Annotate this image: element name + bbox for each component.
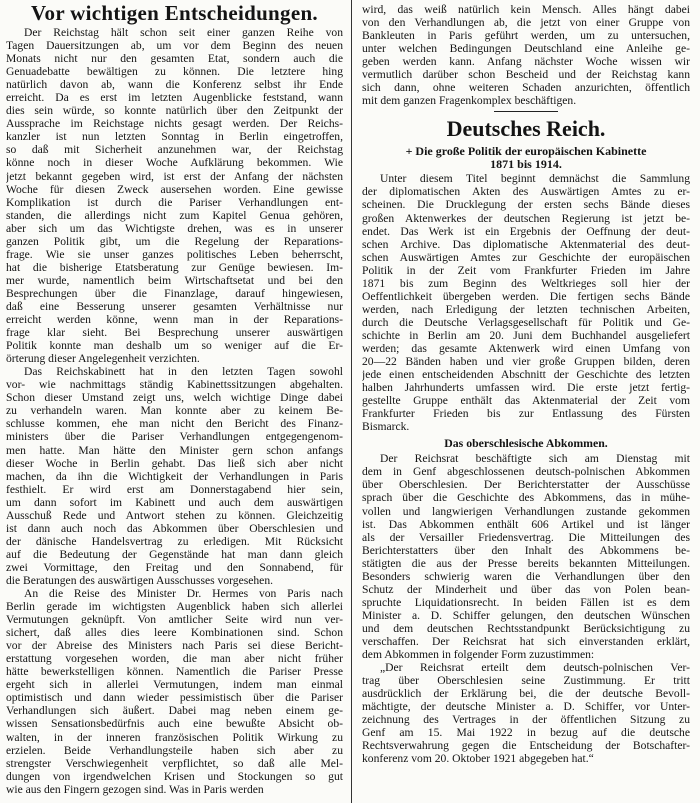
text-line: wie aus den Fingern gezogen sind. Was in Paris werden [6, 782, 264, 796]
text-line: Der Reichstag hält schon seit einer ganzen Reihe von [24, 26, 343, 39]
text-line: Der Reichsrat beschäftigte sich am Dienstag mit [380, 452, 690, 466]
text-line: zwei Vormittage, den Freitag und den Sonnabend, für [6, 560, 343, 574]
text-line: machen, da ihn die Wichtigkeit der Verhandlungen in Paris [6, 469, 343, 483]
paragraph [362, 661, 690, 765]
right-column [362, 0, 690, 765]
text-line: erreicht werden könne, wenn man in der Reparations- [6, 313, 343, 327]
text-line: durch die Deutsche Verlagsgesellschaft für Politik und Ge- [362, 315, 690, 329]
text-line: Politik in der Zeit vom Frankfurter Frieden im Jahre [362, 263, 690, 277]
text-line: sich dann, ohne weiteren Schaden anzurichten, öffentlich [362, 81, 690, 95]
text-line: frage. Wie sie unser ganzes politisches Leben beherrscht, [6, 247, 343, 261]
text-line: Bismarck. [362, 420, 410, 434]
article-body [6, 26, 343, 796]
article-title: + Die große Politik der europäischen Kabinette [405, 144, 647, 159]
paragraph [362, 452, 690, 661]
text-line: sprach über die Geschichte des Abkommens, das in mühe- [362, 491, 690, 505]
text-line: stätigten die aus der Presse bereits bekannten Mitteilungen. [362, 556, 690, 570]
text-line: der diplomatischen Akten des Auswärtigen Amtes zu er- [362, 185, 690, 199]
text-line: die Beratungen des auswärtigen Ausschusses vorgesehen. [6, 573, 274, 587]
text-line: Komplikation ist durch die Pariser Verhandlungen ent- [6, 195, 343, 209]
text-line: walten, in der inneren französischen Politik Wirkung zu [6, 730, 343, 744]
text-line: erzielen. Beide Verhandlungsteile haben sich aber zu [6, 743, 343, 757]
text-line: von den Verhandlungen ab, die jetzt von einer Gruppe von [362, 16, 690, 30]
text-line: Schon dieser Umstand zeigt uns, welch wichtige Dinge dabei [6, 391, 343, 405]
text-line: vermutlich darüber schon Bescheid und der Reichstag kann [362, 68, 690, 82]
article-title: Vor wichtigen Entscheidungen. [30, 1, 318, 25]
text-line: dungen von irgendwelchen Krisen und Stockungen so gut [6, 769, 343, 783]
text-line: um dann sofort im Kabinett und auch dem auswärtigen [6, 495, 343, 509]
text-line: dies sein würde, so konnte natürlich über den Zeitpunkt der [6, 104, 343, 118]
text-line: Minister a. D. Schiffer gelungen, den deutschen Wünschen [362, 608, 690, 622]
text-line: mächtigte, der deutsche Minister a. D. Schiffer, vor Unter- [362, 700, 690, 714]
article-body [362, 452, 690, 765]
text-line: An die Reise des Minister Dr. Hermes von Paris nach [24, 587, 343, 601]
text-line: so daß mit Sicherheit anzunehmen war, der Reichstag [6, 143, 343, 157]
paragraph [362, 3, 690, 107]
text-line: vor- wie nachmittags ständig Kabinettssitzungen abgehalten. [6, 378, 343, 392]
text-line: zeichnung des Vertrages in der öffentlichen Sitzung zu [362, 713, 690, 727]
text-line: ausdrücklich der Erklärung bei, die der deutsche Bevoll- [362, 687, 690, 701]
text-line: scheinen. Die Drucklegung der ersten sechs Bände dieses [362, 198, 690, 212]
text-line: werden; das gesamte Aktenwerk wird einen Umfang von [362, 341, 690, 355]
text-line: ergeht sich in allerlei Vermutungen, indem man einmal [6, 678, 343, 692]
text-line: erstattung vorgesehen worden, die man aber nicht früher [6, 652, 343, 666]
left-column [6, 0, 343, 796]
text-line: 20—22 Bänden haben und vier große Gruppen bilden, deren [362, 355, 690, 369]
article-continuation [362, 3, 690, 107]
text-line: hätte bewerkstelligen können. Namentlich die Pariser Presse [6, 665, 343, 679]
text-line: vollen und langwierigen Verhandlungen zustande gekommen [362, 504, 690, 518]
text-line: Genf am 15. Mai 1922 in bezug auf die deutsche [362, 726, 690, 740]
text-line: optimistisch und dann wieder pessimistisch über die Pariser [6, 691, 343, 705]
article-title: Das oberschlesische Abkommen. [444, 436, 608, 451]
text-line: Tagen Dauersitzungen ab, um vor dem Beginn des neuen [6, 39, 343, 53]
text-line: Besprechungen über die Finanzlage, darauf hingewiesen, [6, 286, 343, 300]
text-line: endet. Das Werk ist ein Ergebnis der Oeffnung der deut- [362, 224, 690, 238]
text-line: mer wurde, namentlich beim Wirtschaftsetat und bei den [6, 273, 343, 287]
text-line: Ausschuß Rede und Antwort stehen zu können. Gleichzeitig [6, 508, 343, 522]
article-title-years: 1871 bis 1914. [490, 157, 562, 172]
text-line: festhielt. Er wird erst am Donnerstagabend hier sein, [6, 482, 343, 496]
text-line: schen Auswärtigen Amtes zur Geschichte der europäischen [362, 250, 690, 264]
text-line: 1871 bis zum Beginn des Weltkrieges soll hier der [362, 276, 690, 290]
text-line: örterung dieser Angelegenheit verzichten. [6, 352, 200, 366]
text-line: Schutz der Minderheit und über das von Polen bean- [362, 582, 690, 596]
text-line: über Oberschlesien. Der Berichterstatter der Ausschüsse [362, 478, 690, 492]
text-line: ministers über die Pariser Verhandlungen entgegengenom- [6, 430, 343, 444]
paragraph [362, 172, 690, 433]
text-line: könne noch in dieser Woche Aufklärung bekommen. Wie [6, 156, 343, 170]
text-line: Monats nicht nur den gesamten Etat, sondern auch die [6, 52, 343, 66]
text-line: „Der Reichsrat erteilt dem deutsch-polnischen Ver- [380, 661, 690, 675]
text-line: dem in Genf abgeschlossenen deutsch-polnischen Abkommen [362, 465, 690, 479]
text-line: hat die bisherige Etatsberatung zur Genüge bewiesen. Im- [6, 260, 343, 274]
text-line: Das Reichskabinett hat in den letzten Tagen sowohl [24, 365, 343, 379]
text-line: Woche für diesen Zweck ausersehen worden. Eine gewisse [6, 182, 343, 196]
text-line: vor der Abreise des Ministers nach Paris sei diese Bericht- [6, 639, 343, 653]
text-line: verschaffen. Der Reichsrat hat sich einverstanden erklärt, [362, 634, 690, 648]
text-line: Besonders schwierig waren die Verhandlungen über den [362, 569, 690, 583]
text-line: Vermutungen geknüpft. Von amtlicher Seite wird nun ver- [6, 613, 343, 627]
text-line: schichte in Berlin am 20. Juni dem Buchhandel ausgeliefert [362, 328, 690, 342]
text-line: Berlin gerade im wichtigsten Augenblick haben sich allerlei [6, 600, 343, 614]
text-line: Oeffentlichkeit übergeben werden. Die fertigen sechs Bände [362, 289, 690, 303]
text-line: aber sich um das Wichtigste drehen, was es in unserer [6, 221, 343, 235]
text-line: als der Versailler Friedensvertrag. Die Mitteilungen des [362, 530, 690, 544]
text-line: natürlich davon ab, wann die Konferenz selbst ihr Ende [6, 78, 343, 92]
text-line: sichert, daß alles dies leere Kombinationen sind. Schon [6, 626, 343, 640]
text-line: gestellte Gruppe enthält das Aktenmaterial der Zeit vom [362, 394, 690, 408]
text-line: unter welchen Bedingungen Deutschland eine Anleihe ge- [362, 42, 690, 56]
paragraph [6, 365, 343, 587]
text-line: Frankfurter Frieden bis zur Entlassung des Fürsten [362, 407, 690, 421]
section-heading: Deutsches Reich. [446, 116, 606, 142]
paragraph [6, 587, 343, 796]
text-line: Aussprache im Reichstage nichts gesagt werden. Der Reichs- [6, 117, 343, 131]
text-line: Politik konnte man deshalb um so weniger auf die Er- [6, 339, 343, 353]
text-line: ganzen Politik gibt, um die Regelung der Reparations- [6, 234, 343, 248]
text-line: dem Abkommen in folgender Form zuzustimmen: [362, 648, 595, 662]
text-line: wissen Sensationsbedürfnis auch eine bewußte Absicht ob- [6, 717, 343, 731]
article-body [362, 172, 690, 433]
text-line: Verhandlungen sich äußert. Dabei mag neben einem ge- [6, 704, 343, 718]
separator-rule [494, 111, 558, 112]
text-line: auf die Bedeutung der Gegenstände hat man dann gleich [6, 547, 343, 561]
text-line: Unter diesem Titel beginnt demnächst die Sammlung [380, 172, 690, 186]
text-line: der dänische Handelsvertrag zu erledigen. Mit Rücksicht [6, 534, 343, 548]
text-line: werden, nach Erledigung der letzten technischen Arbeiten, [362, 302, 690, 316]
text-line: schen Archive. Das diplomatische Aktenmaterial des deut- [362, 237, 690, 251]
text-line: mit dem ganzen Fragenkomplex beschäftigen. [362, 94, 577, 108]
paragraph [6, 26, 343, 365]
text-line: jetzt bekannt gegeben wird, ist erst der Anfang der nächsten [6, 169, 343, 183]
text-line: ist dann auch noch das Abkommen über Oberschlesien und [6, 521, 343, 535]
text-line: Berichterstatters über den Inhalt des Abkommens be- [362, 543, 690, 557]
text-line: kanzler ist nun letzten Sonntag in Berlin eingetroffen, [6, 130, 343, 144]
column-divider [351, 0, 352, 803]
text-line: men hatte. Man hätte den Minister gern schon anfangs [6, 443, 343, 457]
text-line: großen Aktenwerkes der deutschen Regierung ist jetzt be- [362, 211, 690, 225]
text-line: wird, das weiß natürlich kein Mensch. Alles hängt dabei [362, 3, 690, 16]
text-line: frage klar sieht. Bei Besprechung unserer auswärtigen [6, 326, 343, 340]
text-line: jede einen entscheidenden Abschnitt der Geschichte des letzten [362, 368, 690, 382]
text-line: Bankleuten in Paris geführt werden, um zu untersuchen, [362, 29, 690, 43]
text-line: erreicht. Da es erst im letzten Augenblicke feststand, wann [6, 91, 343, 105]
text-line: konferenz vom 20. Oktober 1921 abgegeben hat.“ [362, 752, 594, 766]
text-line: Rechtsverwahrung gegen die Entscheidung der Botschafter- [362, 739, 690, 753]
text-line: und dem deutschen Rechtsstandpunkt Berücksichtigung zu [362, 621, 690, 635]
text-line: ist. Das Abkommen enthält 606 Artikel und ist länger [362, 517, 690, 531]
text-line: Genuadebatte bewältigen zu können. Die letztere hing [6, 65, 343, 79]
text-line: spruchte Liquidationsrecht. In beiden Fällen ist es dem [362, 595, 690, 609]
text-line: zu verhandeln waren. Man konnte aber zu keinem Be- [6, 404, 343, 418]
text-line: schlusse kommen, ehe man nicht den Bericht des Finanz- [6, 417, 343, 431]
text-line: dieser Woche in Berlin gehabt. Das ließ sich aber nicht [6, 456, 343, 470]
text-line: strengster Verschwiegenheit verpflichtet, so daß alle Mel- [6, 756, 343, 770]
text-line: daß eine Besserung unserer gesamten Verhältnisse nur [6, 299, 343, 313]
text-line: geben werden kann. Anfang nächster Woche wissen wir [362, 55, 690, 69]
text-line: standen, die allerdings nicht zum Kapitel Genua gehören, [6, 208, 343, 222]
text-line: halben Jahrhunderts umfassen wird. Die erste jetzt fertig- [362, 381, 690, 395]
text-line: trag über Oberschlesien seine Zustimmung. Er tritt [362, 674, 690, 688]
